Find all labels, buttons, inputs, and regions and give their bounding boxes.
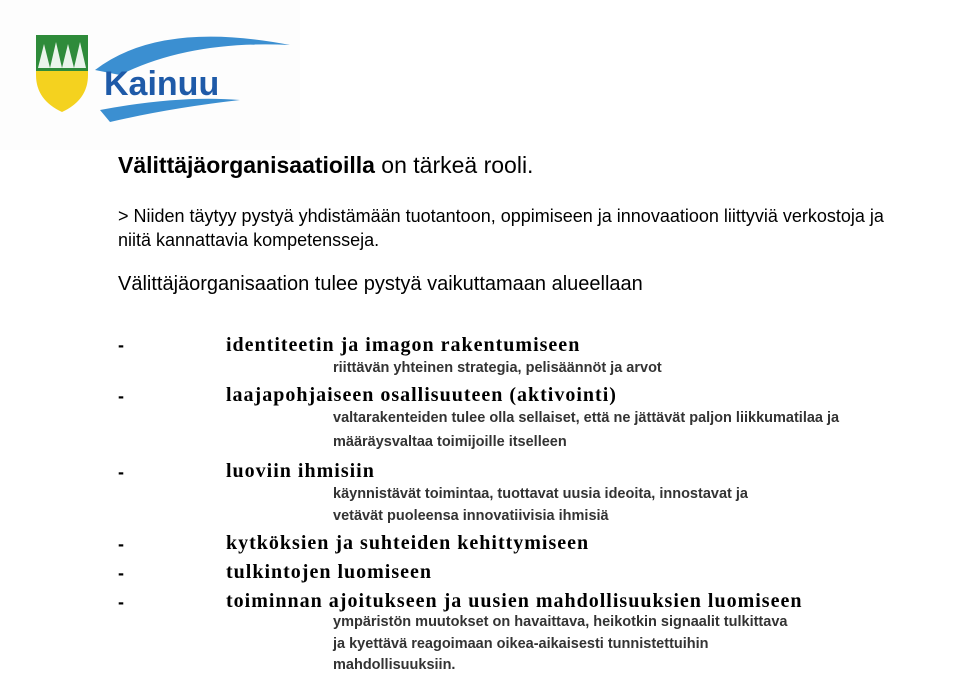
logo-text: Kainuu bbox=[104, 65, 220, 103]
item-sub: riittävän yhteinen strategia, pelisäännöt ja arvot bbox=[333, 360, 662, 376]
item-sub: ja kyettävä reagoimaan oikea-aikaisesti tunnistettuihin bbox=[333, 636, 709, 652]
item-dash: - bbox=[118, 563, 124, 583]
item-dash: - bbox=[118, 386, 124, 406]
item-title: laajapohjaiseen osallisuuteen (aktivointi) bbox=[226, 384, 617, 406]
item-title: luoviin ihmisiin bbox=[226, 460, 375, 482]
item-dash: - bbox=[118, 462, 124, 482]
item-sub: käynnistävät toimintaa, tuottavat uusia ideoita, innostavat ja bbox=[333, 486, 748, 502]
heading-bold: Välittäjäorganisaatioilla bbox=[118, 152, 375, 178]
item-sub: vetävät puoleensa innovatiivisia ihmisiä bbox=[333, 508, 609, 524]
item-title: identiteetin ja imagon rakentumiseen bbox=[226, 334, 581, 356]
heading bbox=[118, 152, 533, 179]
logo-area bbox=[0, 0, 300, 150]
item-dash: - bbox=[118, 534, 124, 554]
heading-2: Välittäjäorganisaation tulee pystyä vaikuttamaan alueellaan bbox=[118, 273, 643, 295]
paragraph-1: > Niiden täytyy pystyä yhdistämään tuotantoon, oppimiseen ja innovaatioon liittyviä verkostoja ja niitä kannattavia kompetensseja. bbox=[118, 206, 884, 250]
item-sub: mahdollisuuksiin. bbox=[333, 657, 456, 673]
item-sub: ympäristön muutokset on havaittava, heikotkin signaalit tulkittava bbox=[333, 614, 788, 630]
heading-rest: on tärkeä rooli. bbox=[374, 152, 534, 178]
item-title: tulkintojen luomiseen bbox=[226, 561, 433, 583]
item-sub: määräysvaltaa toimijoille itselleen bbox=[333, 434, 567, 450]
item-title: kytköksien ja suhteiden kehittymiseen bbox=[226, 532, 590, 554]
kainuu-logo bbox=[0, 0, 300, 140]
item-dash: - bbox=[118, 592, 124, 612]
item-title: toiminnan ajoitukseen ja uusien mahdollisuuksien luomiseen bbox=[226, 590, 803, 612]
item-dash: - bbox=[118, 335, 124, 355]
item-sub: valtarakenteiden tulee olla sellaiset, että ne jättävät paljon liikkumatilaa ja bbox=[333, 410, 840, 426]
